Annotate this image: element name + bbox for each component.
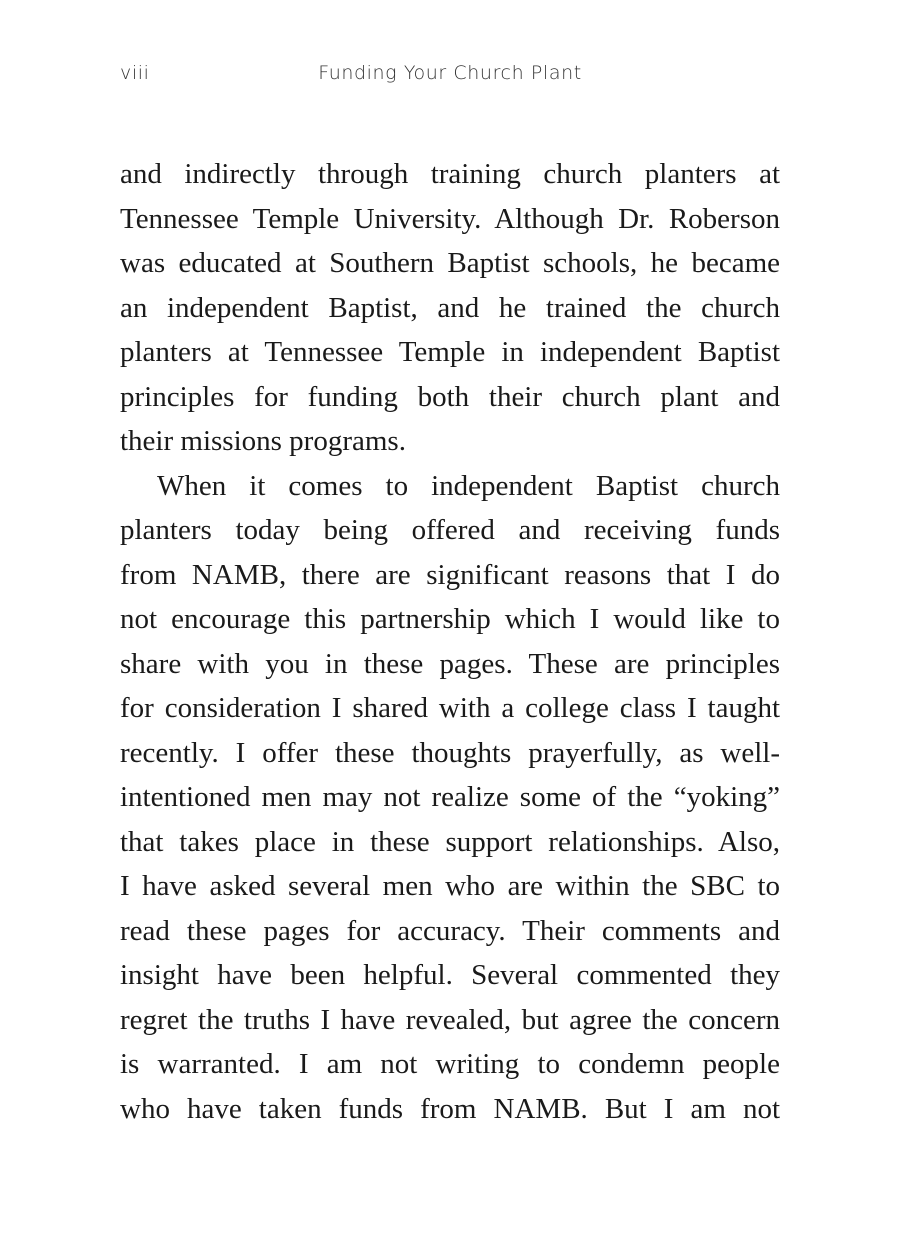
text-line: regret the truths I have revealed, but agree the concern <box>120 1003 780 1036</box>
text-line: not encourage this partnership which I would like to <box>120 603 780 635</box>
text-line: is warranted. I am not writing to condemn people <box>120 1048 780 1080</box>
text-line: that takes place in these support relationships. Also, <box>120 825 780 858</box>
text-line: from NAMB, there are significant reasons that I do <box>120 558 780 591</box>
text-line: an independent Baptist, and he trained the church <box>120 291 780 324</box>
text-line: share with you in these pages. These are principles <box>120 647 780 680</box>
running-title: Funding Your Church Plant <box>318 62 582 84</box>
running-head <box>120 62 780 90</box>
text-line: planters at Tennessee Temple in independent Baptist <box>120 336 780 368</box>
text-line: Tennessee Temple University. Although Dr. Roberson <box>120 202 780 235</box>
text-line: was educated at Southern Baptist schools, he became <box>120 247 780 279</box>
text-line: who have taken funds from NAMB. But I am not <box>120 1092 780 1125</box>
text-line: planters today being offered and receiving funds <box>120 514 780 546</box>
text-line: their missions programs. <box>120 425 406 457</box>
text-line: read these pages for accuracy. Their comments and <box>120 914 780 947</box>
text-line: insight have been helpful. Several commented they <box>120 959 780 991</box>
text-line: When it comes to independent Baptist church <box>157 469 780 502</box>
text-line: for consideration I shared with a college class I taught <box>120 692 780 724</box>
body-text <box>120 152 780 1131</box>
text-line: I have asked several men who are within the SBC to <box>120 870 780 902</box>
text-line: intentioned men may not realize some of the “yoking” <box>120 781 780 813</box>
page-number: viii <box>120 62 150 84</box>
text-line: recently. I offer these thoughts prayerfully, as well- <box>120 736 780 769</box>
text-line: principles for funding both their church plant and <box>120 380 780 413</box>
text-line: and indirectly through training church planters at <box>120 158 780 190</box>
